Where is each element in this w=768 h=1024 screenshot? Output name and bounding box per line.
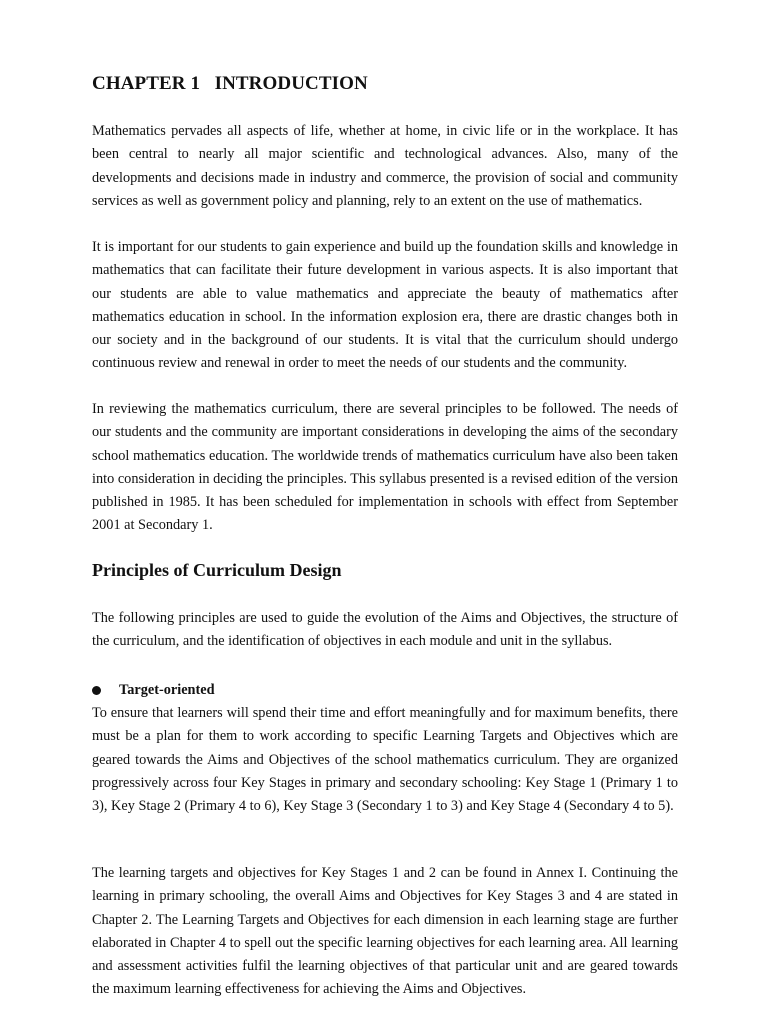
principles-intro-paragraph: The following principles are used to guide the evolution of the Aims and Objectives, the structure of the curriculum, and the identification of objectives in each module and unit in the syllabus.: [92, 610, 678, 650]
section-heading: Principles of Curriculum Design: [92, 560, 342, 580]
bullet-item: [92, 680, 215, 700]
chapter-title: CHAPTER 1 INTRODUCTION: [92, 73, 368, 94]
intro-paragraph-1: Mathematics pervades all aspects of life, whether at home, in civic life or in the workplace. It has been central to nearly all major scientific and technological advances. Also, many of the developments and decisions made in industry and commerce, the provision of social and community services as well as government policy and planning, rely to an extent on the use of mathematics.: [92, 123, 678, 209]
intro-paragraph-2: It is important for our students to gain experience and build up the foundation skills and knowledge in mathematics that can facilitate their future development in various aspects. It is also important that our students are able to value mathematics and appreciate the beauty of mathematics after mathematics education in school. In the information explosion era, there are drastic changes both in our society and in the background of our students. It is vital that the curriculum should undergo continuous review and renewal in order to meet the needs of our students and the community.: [92, 239, 678, 372]
followup-paragraph: The learning targets and objectives for Key Stages 1 and 2 can be found in Annex I. Continuing the learning in primary schooling, the overall Aims and Objectives for Key Stages 3 and 4 are stated in Chapter 2. The Learning Targets and Objectives for each dimension in each learning stage are further elaborated in Chapter 4 to spell out the specific learning objectives for each learning area. All learning and assessment activities fulfil the learning objectives of that particular unit and are geared towards the maximum learning effectiveness for achieving the Aims and Objectives.: [92, 865, 678, 998]
bullet-icon: [92, 686, 101, 695]
target-oriented-paragraph: To ensure that learners will spend their time and effort meaningfully and for maximum benefits, there must be a plan for them to work according to specific Learning Targets and Objectives which are geared towards the Aims and Objectives of the school mathematics curriculum. They are organized progressively across four Key Stages in primary and secondary schooling: Key Stage 1 (Primary 1 to 3), Key Stage 2 (Primary 4 to 6), Key Stage 3 (Secondary 1 to 3) and Key Stage 4 (Secondary 4 to 5).: [92, 705, 678, 815]
bullet-label: Target-oriented: [119, 682, 215, 698]
intro-paragraph-3: In reviewing the mathematics curriculum, there are several principles to be followed. The needs of our students and the community are important considerations in developing the aims of the secondary school mathematics education. The worldwide trends of mathematics curriculum have also been taken into consideration in deciding the principles. This syllabus presented is a revised edition of the version published in 1985. It has been scheduled for implementation in schools with effect from September 2001 at Secondary 1.: [92, 401, 678, 534]
